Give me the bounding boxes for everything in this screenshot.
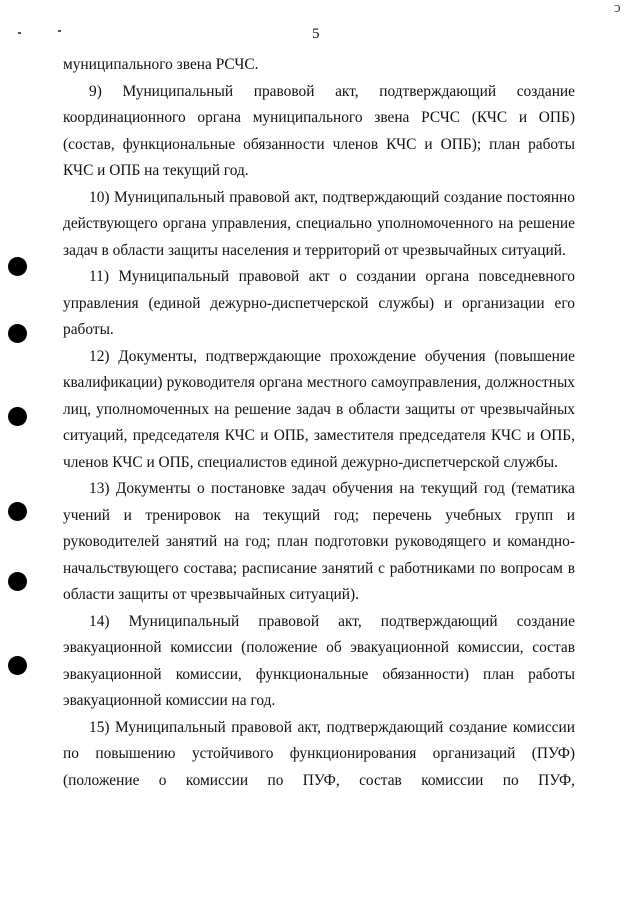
document-body — [63, 52, 575, 794]
list-item-13: 13) Документы о постановке задач обучения на текущий год (тематика учений и тренировок на текущий год; перечень учебных групп и руководителей занятий на год; план подготовки руководящего и командно-начальствующего состава; расписание занятий с работниками по вопросам в области защиты от чрезвычайных ситуаций). — [63, 480, 575, 603]
scan-speck — [58, 30, 61, 32]
punch-hole — [8, 572, 27, 591]
list-item-11: 11) Муниципальный правовой акт о создании органа повседневного управления (единой дежурно-диспетчерской службы) и организации его работы. — [63, 268, 575, 338]
scan-speck — [18, 32, 21, 34]
list-item-15: 15) Муниципальный правовой акт, подтверждающий создание комиссии по повышению устойчивого функционирования организаций (ПУФ) (положение о комиссии по ПУФ, состав комиссии по ПУФ, — [63, 718, 575, 789]
punch-hole — [8, 407, 27, 426]
list-item-9: 9) Муниципальный правовой акт, подтверждающий создание координационного органа муниципального звена РСЧС (КЧС и ОПБ) (состав, функциональные обязанности членов КЧС и ОПБ); план работы КЧС и ОПБ на текущий год. — [63, 82, 575, 179]
handwritten-page-mark: ↄ — [614, 0, 621, 16]
list-item-14: 14) Муниципальный правовой акт, подтверждающий создание эвакуационной комиссии (положение об эвакуационной комиссии, состав эвакуационной комиссии, функциональные обязанности) план работы эвакуационной комиссии на год. — [63, 612, 575, 709]
punch-hole — [8, 324, 27, 343]
punch-hole — [8, 656, 27, 675]
punch-hole — [8, 502, 27, 521]
page-number: 5 — [312, 26, 320, 42]
list-item-10: 10) Муниципальный правовой акт, подтверждающий создание постоянно действующего органа управления, специально уполномоченного на решение задач в области защиты населения и территорий от чрезвычайных ситуаций. — [63, 188, 575, 259]
punch-hole — [8, 257, 27, 276]
list-item-12: 12) Документы, подтверждающие прохождение обучения (повышение квалификации) руководителя органа местного самоуправления, должностных лиц, уполномоченных на решение задач в области защиты от чрезвычайных ситуаций, председателя КЧС и ОПБ, заместителя председателя КЧС и ОПБ, членов КЧС и ОПБ, специалистов единой дежурно-диспетчерской службы. — [63, 347, 575, 471]
paragraph-continuation: муниципального звена РСЧС. — [63, 56, 259, 73]
